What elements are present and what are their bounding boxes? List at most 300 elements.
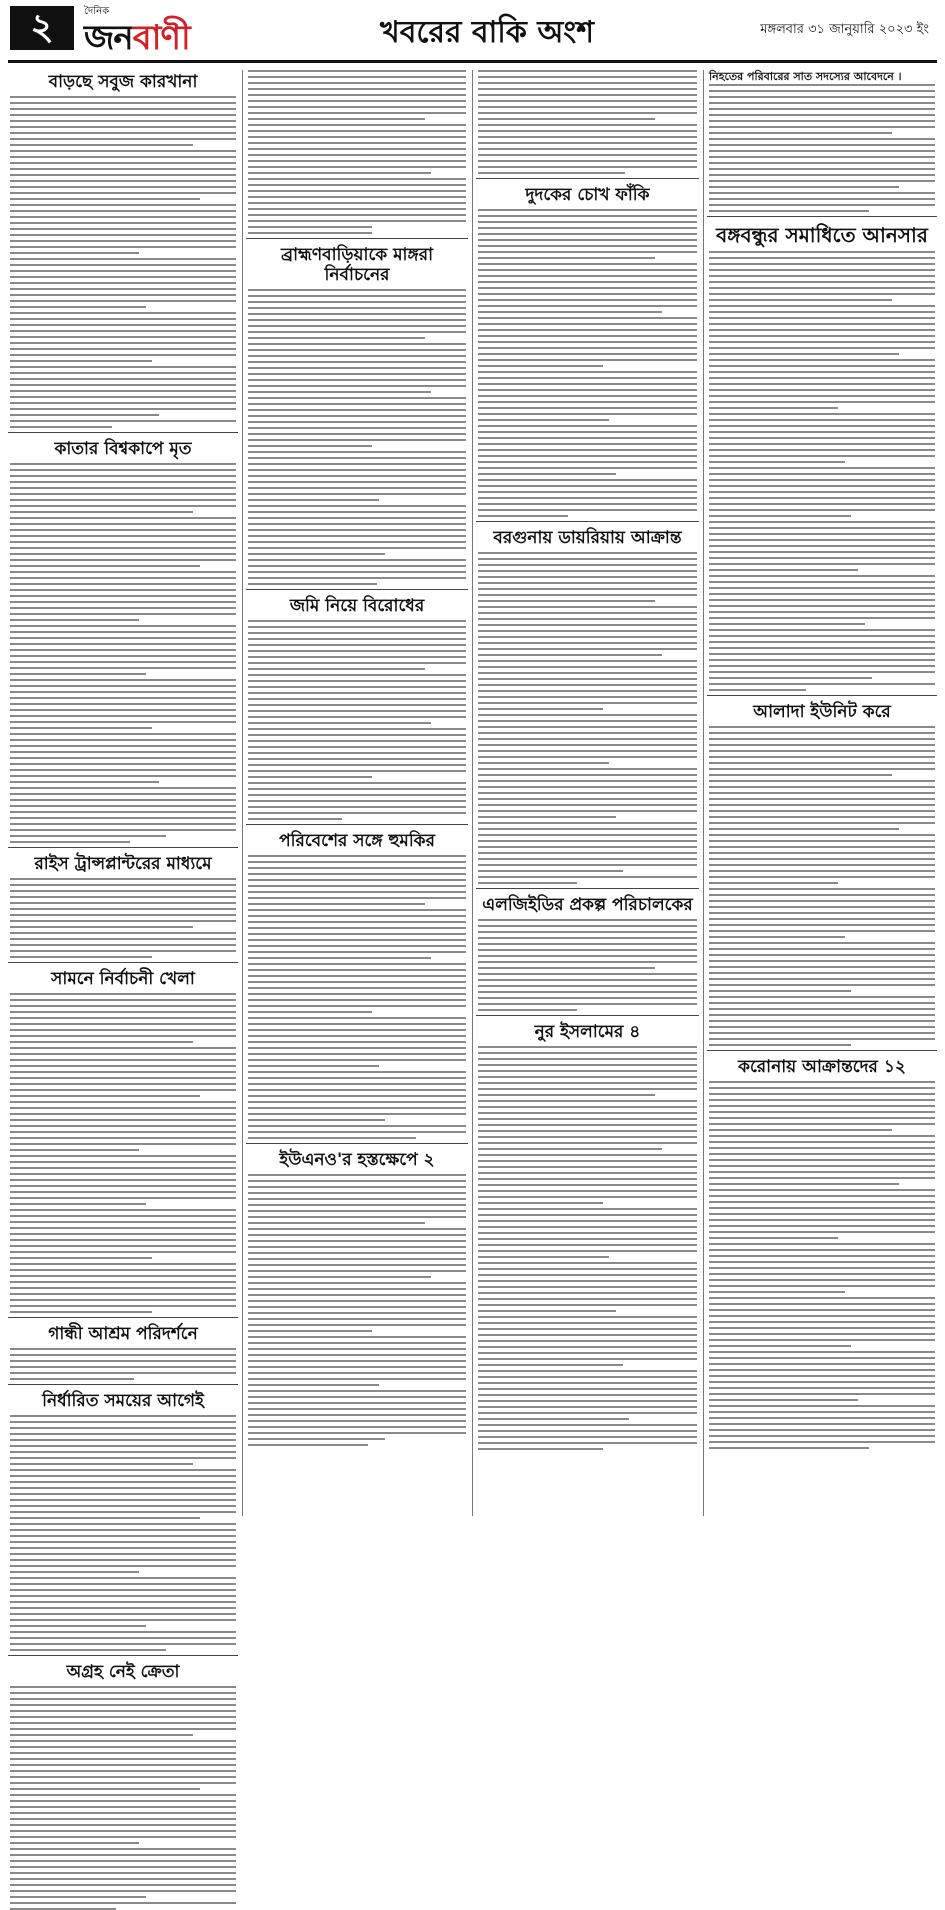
text-line (10, 908, 236, 910)
text-line (709, 138, 935, 140)
text-line (709, 1044, 851, 1046)
text-line (10, 944, 236, 946)
text-line (709, 1225, 935, 1227)
text-line (248, 301, 466, 303)
text-line (10, 102, 236, 104)
text-line (478, 118, 655, 120)
text-line (10, 1547, 236, 1549)
text-line (248, 1348, 466, 1350)
text-line (10, 607, 236, 609)
text-line (248, 547, 466, 549)
story-headline: কাতার বিশ্বকাপে মৃত (54, 439, 192, 459)
text-line (478, 702, 697, 704)
text-line (10, 1077, 236, 1079)
text-line (10, 999, 236, 1001)
text-line (709, 1087, 935, 1089)
text-line (10, 258, 236, 260)
text-line (248, 565, 466, 567)
news-story (8, 1384, 238, 1651)
text-line (248, 1041, 466, 1043)
text-line (248, 178, 466, 180)
text-line (10, 1812, 236, 1814)
text-line (248, 337, 425, 339)
text-line (10, 1203, 146, 1205)
text-line (478, 1064, 697, 1066)
text-line (709, 1279, 935, 1281)
text-line (478, 588, 697, 590)
text-line (10, 114, 236, 116)
text-line (709, 473, 935, 475)
text-line (478, 967, 655, 969)
text-line (10, 1734, 193, 1736)
text-line (709, 996, 935, 998)
text-line (478, 1124, 697, 1126)
text-line (248, 445, 372, 447)
text-line (10, 595, 236, 597)
text-line (10, 571, 236, 573)
text-line (10, 1872, 236, 1874)
text-line (478, 263, 697, 265)
text-line (709, 1105, 935, 1107)
text-line (10, 1686, 236, 1688)
text-line (10, 727, 152, 729)
story-divider (246, 589, 468, 590)
text-line (709, 816, 935, 818)
text-line (478, 1178, 697, 1180)
text-line (478, 154, 697, 156)
text-line (478, 70, 697, 72)
text-line (10, 529, 236, 531)
text-line (10, 655, 236, 657)
text-line (709, 1165, 935, 1167)
text-line (709, 150, 935, 152)
text-line (10, 1902, 236, 1904)
text-line (10, 884, 236, 886)
text-line (709, 533, 935, 535)
text-line (10, 697, 236, 699)
text-line (709, 1177, 935, 1179)
text-line (709, 750, 935, 752)
text-line (10, 1053, 236, 1055)
text-line (248, 289, 466, 291)
text-line (248, 1402, 466, 1404)
news-story (8, 1317, 238, 1380)
text-line (478, 642, 697, 644)
text-line (709, 1417, 935, 1419)
text-line (10, 264, 236, 266)
text-line (248, 1342, 466, 1344)
text-line (10, 535, 236, 537)
text-line (10, 577, 236, 579)
text-line (10, 1637, 236, 1639)
text-line (478, 227, 697, 229)
text-line (478, 293, 697, 295)
text-line (248, 487, 466, 489)
story-body (476, 919, 699, 1011)
text-line (248, 662, 466, 664)
text-line (709, 1147, 935, 1149)
story-divider (8, 1384, 238, 1385)
column-2 (246, 70, 468, 1516)
text-line (248, 136, 466, 138)
text-line (478, 1448, 603, 1450)
text-line (10, 499, 236, 501)
text-line (709, 629, 935, 631)
text-line (248, 208, 466, 210)
text-line (478, 1202, 603, 1204)
text-line (709, 144, 935, 146)
text-line (248, 1306, 466, 1308)
text-line (248, 541, 466, 543)
text-line (10, 625, 236, 627)
text-line (10, 1565, 236, 1567)
text-line (478, 1160, 697, 1162)
text-line (709, 1369, 935, 1371)
text-line (10, 1263, 236, 1265)
text-line (10, 709, 236, 711)
text-line (709, 485, 935, 487)
text-line (10, 1710, 236, 1712)
text-line (10, 1161, 236, 1163)
text-line (10, 1269, 236, 1271)
text-line (709, 1435, 935, 1437)
text-line (478, 1154, 697, 1156)
text-line (478, 1442, 697, 1444)
text-line (248, 776, 372, 778)
text-line (709, 1393, 935, 1395)
text-line (10, 1366, 236, 1368)
text-line (10, 1113, 236, 1115)
story-divider (246, 1143, 468, 1144)
text-line (248, 529, 466, 531)
text-line (478, 606, 697, 608)
text-line (248, 1426, 466, 1428)
text-line (248, 879, 466, 881)
text-line (248, 873, 466, 875)
text-line (10, 721, 236, 723)
text-line (10, 1131, 236, 1133)
text-line (709, 395, 935, 397)
text-line (10, 1854, 236, 1856)
text-line (478, 1418, 629, 1420)
text-line (709, 930, 935, 932)
text-line (478, 239, 697, 241)
text-line (248, 782, 466, 784)
text-line (10, 1752, 236, 1754)
text-line (248, 559, 466, 561)
story-divider (476, 178, 699, 179)
text-line (709, 192, 935, 194)
masthead-rule (8, 60, 937, 63)
text-line (709, 756, 935, 758)
text-line (478, 359, 697, 361)
text-line (709, 371, 935, 373)
text-line (478, 714, 697, 716)
text-line (10, 1776, 236, 1778)
text-line (709, 804, 935, 806)
text-line (248, 415, 466, 417)
text-line (709, 443, 935, 445)
story-body (476, 209, 699, 517)
text-line (10, 180, 236, 182)
text-line (709, 186, 899, 188)
text-line (248, 499, 379, 501)
text-line (709, 210, 869, 212)
text-line (478, 955, 697, 957)
text-line (709, 906, 935, 908)
text-line (10, 414, 159, 416)
text-line (10, 673, 146, 675)
text-line (478, 1166, 697, 1168)
text-line (709, 1213, 935, 1215)
text-line (248, 638, 466, 640)
text-line (10, 1499, 236, 1501)
text-line (709, 293, 935, 295)
text-line (10, 1167, 236, 1169)
text-line (478, 1220, 697, 1222)
text-line (248, 427, 466, 429)
text-line (478, 618, 697, 620)
text-line (709, 738, 935, 740)
text-line (10, 715, 236, 717)
text-line (478, 1430, 697, 1432)
story-headline: বাড়ছে সবুজ কারখানা (48, 72, 198, 92)
text-line (478, 407, 697, 409)
text-line (248, 1228, 466, 1230)
text-line (478, 275, 697, 277)
text-line (10, 920, 236, 922)
text-line (709, 942, 935, 944)
text-line (10, 649, 236, 651)
text-line (248, 325, 466, 327)
text-line (709, 1321, 935, 1323)
text-line (10, 751, 236, 753)
text-line (248, 517, 466, 519)
text-line (478, 738, 697, 740)
text-line (478, 660, 697, 662)
text-line (10, 493, 236, 495)
news-story (246, 589, 468, 820)
news-story (8, 72, 238, 428)
text-line (10, 1275, 236, 1277)
text-line (478, 1238, 697, 1240)
text-line (10, 565, 200, 567)
text-line (10, 1758, 236, 1760)
text-line (248, 295, 466, 297)
text-line (709, 365, 935, 367)
story-body (476, 552, 699, 884)
text-line (248, 475, 466, 477)
text-line (10, 402, 236, 404)
text-line (10, 1529, 236, 1531)
text-line (709, 1327, 935, 1329)
text-line (478, 148, 697, 150)
text-line (10, 1029, 236, 1031)
story-divider (8, 847, 238, 848)
text-line (478, 570, 697, 572)
text-line (478, 455, 697, 457)
text-line (248, 76, 466, 78)
text-line (709, 1285, 935, 1287)
text-line (709, 1171, 935, 1173)
text-line (248, 553, 385, 555)
text-line (10, 1173, 236, 1175)
text-line (248, 511, 466, 513)
text-line (248, 734, 466, 736)
text-line (709, 84, 935, 86)
news-story (476, 70, 699, 174)
text-line (10, 1890, 236, 1892)
text-line (248, 939, 466, 941)
text-line (709, 120, 935, 122)
text-line (10, 1149, 139, 1151)
news-story (246, 1143, 468, 1446)
text-line (709, 635, 935, 637)
text-line (248, 523, 466, 525)
text-line (709, 1135, 935, 1137)
text-line (10, 120, 236, 122)
text-line (10, 1137, 236, 1139)
text-line (709, 1014, 935, 1016)
text-line (709, 431, 935, 433)
text-line (709, 581, 935, 583)
text-line (248, 692, 466, 694)
text-line (709, 665, 935, 667)
text-line (478, 112, 697, 114)
story-headline: ব্রাহ্মণবাড়িয়াকে মাঙ্গরা নির্বাচনের (280, 245, 434, 285)
text-line (248, 94, 466, 96)
text-line (248, 70, 466, 72)
text-line (248, 1336, 466, 1338)
text-line (478, 515, 568, 517)
text-line (10, 1746, 236, 1748)
text-line (248, 764, 466, 766)
text-line (709, 1153, 935, 1155)
text-line (10, 1698, 236, 1700)
story-body (246, 1174, 468, 1446)
text-line (709, 317, 935, 319)
text-line (10, 1571, 139, 1573)
text-line (709, 305, 935, 307)
text-line (478, 365, 603, 367)
text-line (248, 1107, 466, 1109)
text-line (248, 1390, 466, 1392)
text-line (709, 1441, 935, 1443)
text-line (478, 172, 625, 174)
story-headline: ইউএনও'র হস্তক্ষেপে ২ (279, 1150, 435, 1170)
text-line (709, 780, 935, 782)
text-line (478, 726, 697, 728)
text-line (478, 94, 697, 96)
text-line (248, 1252, 466, 1254)
text-line (248, 481, 466, 483)
text-line (709, 1038, 935, 1040)
text-line (248, 812, 466, 814)
text-line (10, 511, 193, 513)
text-line (248, 391, 431, 393)
news-story (246, 70, 468, 234)
text-line (10, 1293, 236, 1295)
news-story (476, 178, 699, 517)
text-line (248, 710, 466, 712)
text-line (10, 1704, 236, 1706)
text-line (10, 198, 200, 200)
text-line (709, 1008, 935, 1010)
news-story (707, 1050, 937, 1449)
text-line (248, 891, 466, 893)
text-line (10, 878, 236, 880)
text-line (248, 740, 466, 742)
text-line (478, 840, 697, 842)
text-line (709, 281, 935, 283)
story-headline: বঙ্গবন্ধুর সমাধিতে আনসার (716, 223, 928, 247)
text-line (478, 997, 697, 999)
story-body (707, 1081, 937, 1449)
text-line (10, 1722, 236, 1724)
text-line (478, 961, 697, 963)
text-line (248, 1174, 466, 1176)
text-line (10, 781, 159, 783)
text-line (10, 186, 236, 188)
text-line (10, 835, 166, 837)
text-line (10, 463, 236, 465)
text-line (248, 650, 466, 652)
story-divider (8, 1655, 238, 1656)
logo-part-1: জন (84, 18, 133, 58)
text-line (478, 684, 697, 686)
text-line (478, 786, 697, 788)
text-line (10, 914, 236, 916)
text-line (478, 666, 697, 668)
text-line (478, 979, 697, 981)
text-line (709, 948, 935, 950)
text-line (709, 359, 935, 361)
text-line (248, 927, 466, 929)
text-line (709, 425, 935, 427)
text-line (478, 1136, 697, 1138)
text-line (10, 956, 152, 958)
text-line (10, 823, 236, 825)
column-1 (8, 70, 238, 1682)
text-line (248, 421, 466, 423)
text-line (248, 88, 466, 90)
text-line (478, 413, 697, 415)
text-line (10, 1830, 236, 1832)
text-line (709, 966, 935, 968)
text-line (10, 1625, 146, 1627)
text-line (10, 1059, 236, 1061)
text-line (10, 1287, 236, 1289)
text-line (248, 1095, 466, 1097)
text-line (10, 547, 236, 549)
text-line (709, 732, 935, 734)
story-body (476, 1046, 699, 1450)
text-line (10, 204, 236, 206)
text-line (478, 497, 697, 499)
text-line (248, 535, 466, 537)
text-line (478, 1009, 577, 1011)
text-line (478, 780, 697, 782)
text-line (709, 936, 845, 938)
text-line (248, 716, 466, 718)
text-line (478, 1070, 697, 1072)
text-line (248, 1420, 466, 1422)
text-line (709, 605, 935, 607)
text-line (478, 852, 697, 854)
text-line (248, 897, 466, 899)
text-line (478, 88, 697, 90)
text-line (10, 1299, 236, 1301)
